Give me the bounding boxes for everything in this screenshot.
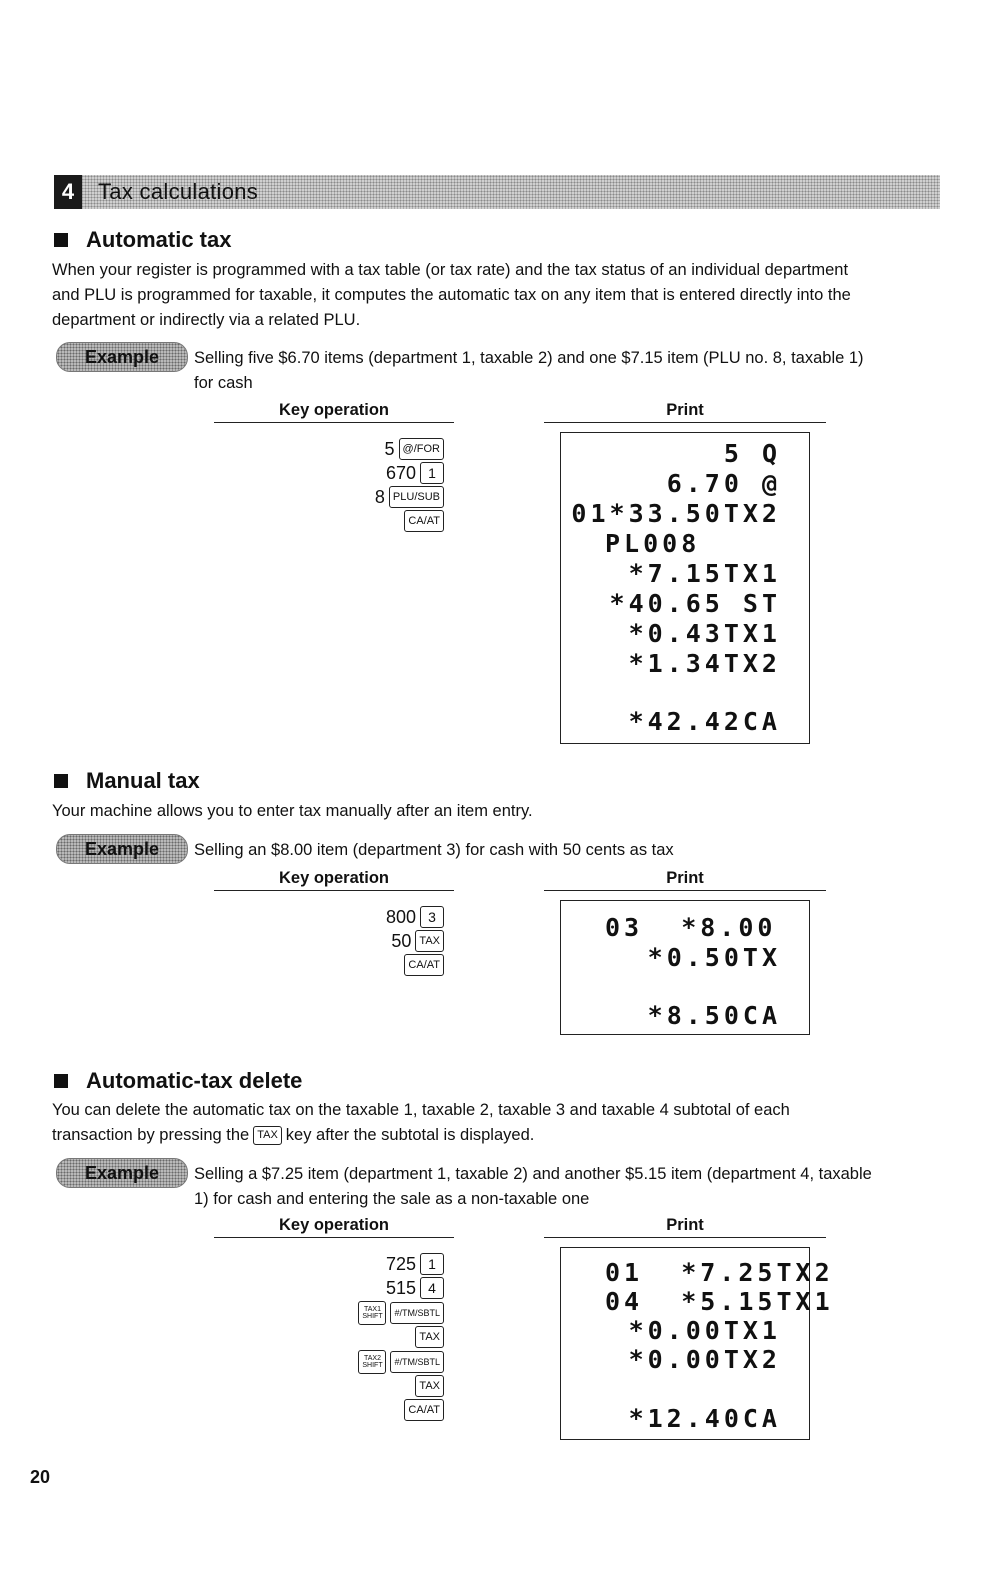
- key-operation-sequence: [300, 906, 444, 982]
- tax-key: TAX: [415, 1375, 444, 1397]
- key-step: 5 @/FOR: [385, 438, 444, 460]
- example-badge: Example: [56, 342, 188, 372]
- tax-key: TAX: [253, 1126, 282, 1145]
- key-step: [415, 1326, 444, 1348]
- tax2-shift-key: TAX2 SHIFT: [358, 1350, 386, 1374]
- key-step: [404, 1399, 444, 1421]
- tax1-shift-key: TAX1 SHIFT: [358, 1301, 386, 1325]
- key-step: [415, 1375, 444, 1397]
- subtotal-key: #/TM/SBTL: [390, 1351, 444, 1373]
- ca-at-key: CA/AT: [404, 954, 444, 976]
- ca-at-key: CA/AT: [404, 1399, 444, 1421]
- key-step: 725 1: [386, 1253, 444, 1275]
- chapter-number: 4: [54, 175, 82, 209]
- manual-tax-paragraph: Your machine allows you to enter tax manually after an item entry.: [52, 802, 533, 820]
- key-step: [404, 510, 444, 532]
- example-description: Selling an $8.00 item (department 3) for cash with 50 cents as tax: [194, 841, 674, 859]
- example-badge: Example: [56, 1158, 188, 1188]
- print-header: Print: [544, 869, 826, 891]
- receipt-print: 03 *8.00 *0.50TX *8.50CA: [560, 900, 810, 1035]
- subtotal-key: #/TM/SBTL: [390, 1302, 444, 1324]
- key-step: [358, 1350, 444, 1374]
- chapter-title: Tax calculations: [98, 179, 259, 204]
- ca-at-key: CA/AT: [404, 510, 444, 532]
- key-operation-sequence: [300, 1253, 444, 1423]
- receipt-print: 01 *7.25TX2 04 *5.15TX1 *0.00TX1 *0.00TX2 *12.40CA: [560, 1247, 810, 1440]
- plu-sub-key: PLU/SUB: [389, 486, 444, 508]
- bullet-icon: [54, 774, 68, 788]
- tax-key: TAX: [415, 930, 444, 952]
- bullet-icon: [54, 233, 68, 247]
- key-operation-header: Key operation: [214, 869, 454, 891]
- section-heading-manual-tax: Manual tax: [54, 768, 200, 794]
- key-step: 800 3: [386, 906, 444, 928]
- key-operation-header: Key operation: [214, 1216, 454, 1238]
- example-badge: Example: [56, 834, 188, 864]
- department-key: 1: [420, 1253, 444, 1275]
- key-step: 670 1: [386, 462, 444, 484]
- print-header: Print: [544, 1216, 826, 1238]
- key-step: 515 4: [386, 1277, 444, 1299]
- department-key: 1: [420, 462, 444, 484]
- example-description: Selling five $6.70 items (department 1, taxable 2) and one $7.15 item (PLU no. 8, taxable 1) for cash: [194, 349, 864, 392]
- tax-delete-paragraph: You can delete the automatic tax on the taxable 1, taxable 2, taxable 3 and taxable 4 subtotal of each transaction by pressing the TAX key after the subtotal is displayed.: [52, 1101, 790, 1144]
- department-key: 3: [420, 906, 444, 928]
- example-description: Selling a $7.25 item (department 1, taxable 2) and another $5.15 item (department 4, taxable 1) for cash and entering the sale as a non-taxable one: [194, 1165, 872, 1208]
- key-step: 50 TAX: [391, 930, 444, 952]
- key-step: [358, 1301, 444, 1325]
- key-step: 8 PLU/SUB: [375, 486, 444, 508]
- print-header: Print: [544, 401, 826, 423]
- section-heading-automatic-tax-delete: Automatic-tax delete: [54, 1068, 302, 1094]
- tax-key: TAX: [415, 1326, 444, 1348]
- page-number: 20: [30, 1467, 51, 1487]
- automatic-tax-paragraph: When your register is programmed with a tax table (or tax rate) and the tax status of an individual department and PLU is programmed for taxable, it computes the automatic tax on any item that is entered directly into the department or indirectly via a related PLU.: [52, 261, 851, 329]
- for-key: @/FOR: [399, 438, 444, 460]
- department-key: 4: [420, 1277, 444, 1299]
- section-heading-automatic-tax: Automatic tax: [54, 227, 231, 253]
- receipt-print: 5 Q 6.70 @ 01*33.50TX2 PL008 *7.15TX1 *40.65 ST *0.43TX1 *1.34TX2 *42.42CA: [560, 432, 810, 744]
- key-operation-header: Key operation: [214, 401, 454, 423]
- key-operation-sequence: [300, 438, 444, 538]
- key-step: [404, 954, 444, 976]
- chapter-banner: [54, 175, 940, 209]
- bullet-icon: [54, 1074, 68, 1088]
